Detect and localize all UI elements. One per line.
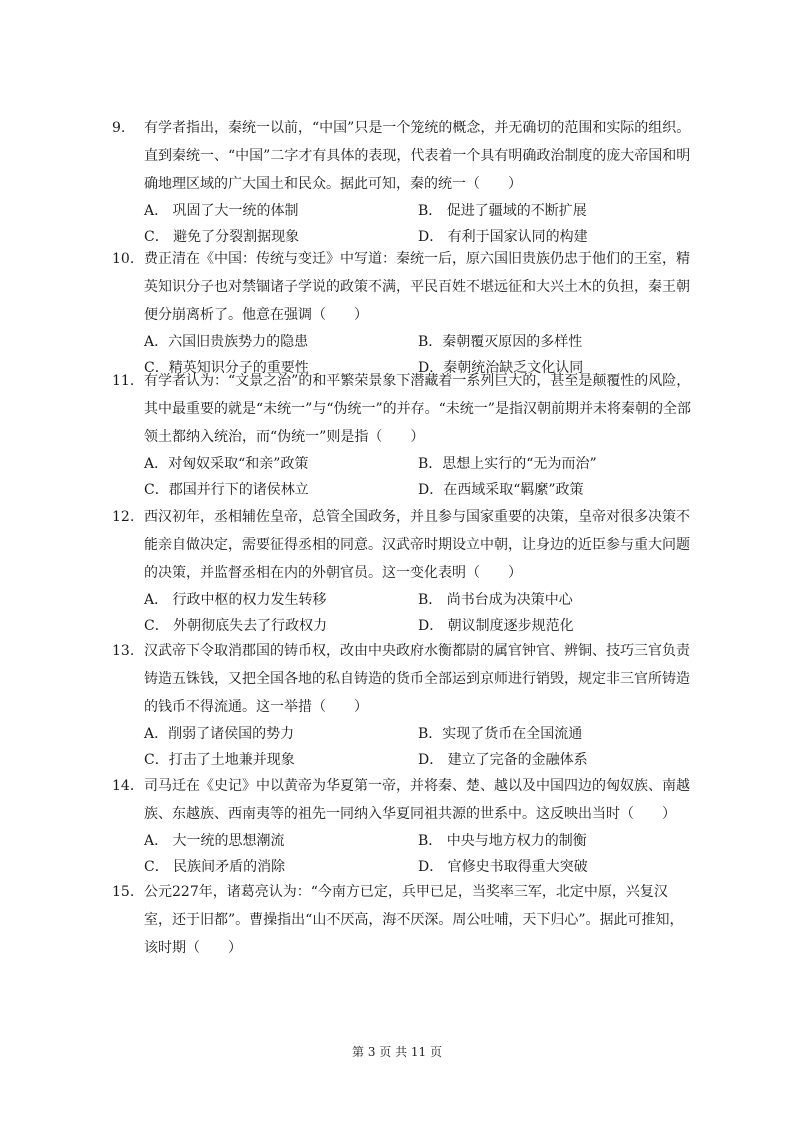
option-a: A．六国旧贵族势力的隐患 (144, 334, 309, 350)
option-c: C．打击了土地兼并现象 (144, 752, 295, 768)
option-list (144, 828, 692, 880)
page-footer: 第 3 页 共 11 页 (352, 1045, 442, 1059)
option-b: B． 中央与地方权力的制衡 (418, 833, 587, 849)
option-d: D． 朝议制度逐步规范化 (418, 618, 574, 634)
option-d: D．在西域采取“羁縻”政策 (418, 482, 584, 498)
option-a: A．削弱了诸侯国的势力 (144, 726, 295, 742)
question-10 (112, 245, 692, 381)
option-c: C．郡国并行下的诸侯林立 (144, 482, 309, 498)
option-c: C． 民族间矛盾的消除 (144, 859, 286, 875)
option-list (144, 721, 692, 773)
question-15 (112, 878, 692, 962)
option-b: B． 尚书台成为决策中心 (418, 592, 573, 608)
option-c: C． 外朝彻底失去了行政权力 (144, 618, 328, 634)
option-a: A． 行政中枢的权力发生转移 (144, 592, 327, 608)
question-number: 15. (112, 884, 135, 900)
option-d: D． 有利于国家认同的构建 (418, 229, 588, 245)
option-b: B．实现了货币在全国流通 (418, 726, 583, 742)
question-stem: 西汉初年，丞相辅佐皇帝，总管全国政务，并且参与国家重要的决策，皇帝对很多决策不能亲自做决定，需要征得丞相的同意。汉武帝时期设立中朝，让身边的近臣参与重大问题的决策，并监督丞相在内的外朝官员。这一变化表明（ ） (144, 509, 690, 581)
question-9 (112, 114, 692, 250)
question-number: 13. (112, 643, 135, 659)
question-stem: 有学者指出，秦统一以前，“中国”只是一个笼统的概念，并无确切的范围和实际的组织。直到秦统一、“中国”二字才有具体的表现，代表着一个具有明确政治制度的庞大帝国和明确地理区域的广大国土和民众。据此可知，秦的统一（ ） (144, 120, 691, 192)
question-number: 11. (112, 373, 135, 389)
question-number: 12. (112, 509, 135, 525)
question-stem: 有学者认为：“文景之治”的和平繁荣景象下潜藏着一系列巨大的，甚至是颠覆性的风险，其中最重要的就是“未统一”与“伪统一”的并存。“未统一”是指汉朝前期并未将秦朝的全部领土都纳入统治，而“伪统一”则是指（ ） (144, 373, 691, 445)
option-d: D．秦朝统治缺乏文化认同 (418, 360, 584, 376)
question-stem: 公元227年，诸葛亮认为：“今南方已定，兵甲已足，当奖率三军，北定中原，兴复汉室，还于旧都”。曹操指出“山不厌高，海不厌深。周公吐哺，天下归心”。据此可推知，该时期（ ） (144, 884, 684, 956)
option-b: B． 促进了疆域的不断扩展 (418, 203, 587, 219)
question-stem: 司马迁在《史记》中以黄帝为华夏第一帝，并将秦、楚、越以及中国四边的匈奴族、南越族、东越族、西南夷等的祖先一同纳入华夏同祖共源的世系中。这反映出当时（ ） (144, 778, 690, 822)
option-c: C． 避免了分裂割据现象 (144, 229, 300, 245)
option-list (144, 587, 692, 639)
question-number: 14. (112, 778, 135, 794)
option-a: A． 巩固了大一统的体制 (144, 203, 299, 219)
option-d: D． 官修史书取得重大突破 (418, 859, 588, 875)
question-13 (112, 637, 692, 773)
question-number: 9. (112, 120, 126, 136)
option-c: C．精英知识分子的重要性 (144, 360, 309, 376)
option-b: B．秦朝覆灭原因的多样性 (418, 334, 583, 350)
option-d: D． 建立了完备的金融体系 (418, 752, 588, 768)
option-list (144, 198, 692, 250)
question-stem: 费正清在《中国：传统与变迁》中写道：秦统一后，原六国旧贵族仍忠于他们的王室，精英知识分子也对禁锢诸子学说的政策不满，平民百姓不堪远征和大兴土木的负担，秦王朝便分崩离析了。他意在强调（ ） (144, 251, 690, 323)
option-b: B．思想上实行的“无为而治” (418, 456, 597, 472)
option-list (144, 451, 692, 503)
option-a: A． 大一统的思想潮流 (144, 833, 285, 849)
question-14 (112, 772, 692, 880)
question-12 (112, 503, 692, 639)
question-stem: 汉武帝下令取消郡国的铸币权，改由中央政府水衡都尉的属官钟官、辨铜、技巧三官负责铸造五铢钱，又把全国各地的私自铸造的货币全部运到京师进行销毁，规定非三官所铸造的钱币不得流通。这一举措（ ） (144, 643, 690, 715)
option-a: A．对匈奴采取“和亲”政策 (144, 456, 309, 472)
question-number: 10. (112, 251, 135, 267)
question-11 (112, 367, 692, 503)
